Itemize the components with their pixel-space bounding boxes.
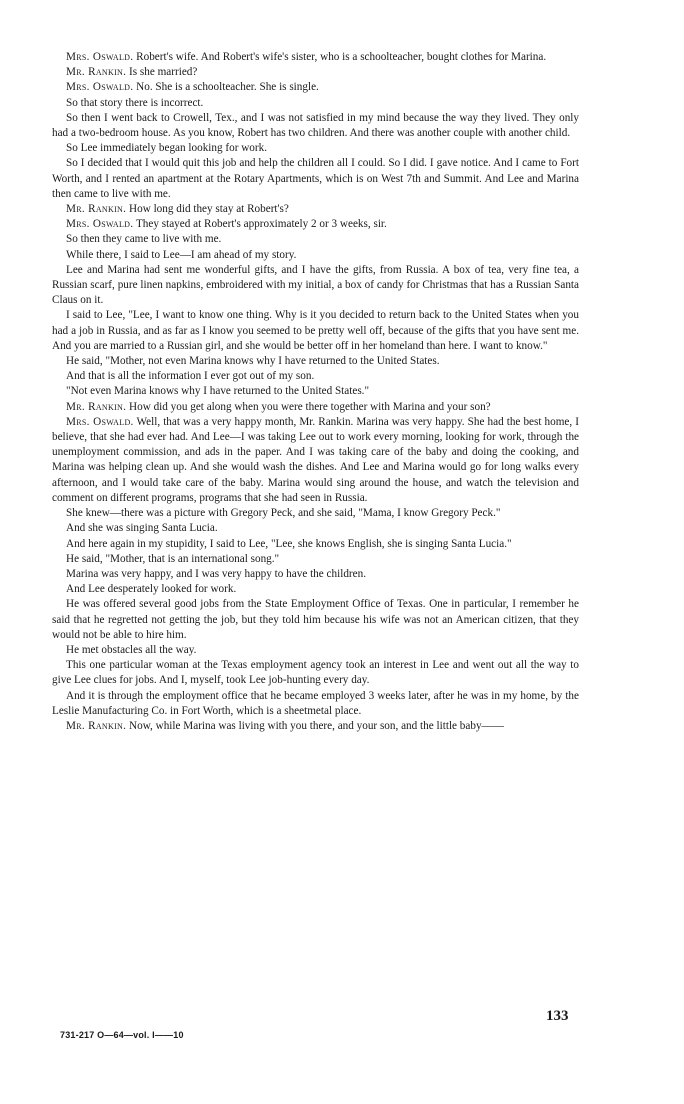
testimony-paragraph (52, 552, 579, 567)
paragraph-text: He said, "Mother, not even Marina knows why I have returned to the United States. (66, 355, 440, 368)
testimony-paragraph (52, 217, 579, 232)
paragraph-text: He met obstacles all the way. (66, 643, 197, 656)
testimony-paragraph (52, 354, 579, 369)
page-number: 133 (546, 1008, 569, 1024)
paragraph-text: And here again in my stupidity, I said to Lee, "Lee, she knows English, she is singing Santa Lucia." (66, 537, 512, 550)
paragraph-text: So I decided that I would quit this job and help the children all I could. So I did. I gave notice. And I came to Fort Worth, and I rented an apartment at the Rotary Apartments, which is on West 7th and Summit. And Lee and Marina then came to live with me. (52, 157, 579, 200)
testimony-paragraph (52, 537, 579, 552)
testimony-text (52, 50, 579, 734)
paragraph-text: They stayed at Robert's approximately 2 or 3 weeks, sir. (133, 218, 387, 231)
testimony-paragraph (52, 582, 579, 597)
testimony-paragraph (52, 521, 579, 536)
testimony-paragraph (52, 643, 579, 658)
testimony-paragraph (52, 689, 579, 719)
paragraph-text: And Lee desperately looked for work. (66, 583, 237, 596)
paragraph-text: "Not even Marina knows why I have returned to the United States." (66, 385, 370, 398)
paragraph-text: Marina was very happy, and I was very happy to have the children. (66, 567, 366, 580)
paragraph-text: He was offered several good jobs from the State Employment Office of Texas. One in particular, I remember he said that he regretted not getting the job, but they told him because his wife was not an American citizen, that they would not be able to hire him. (52, 598, 579, 641)
print-code: 731-217 O—64—vol. I——10 (60, 1030, 184, 1040)
speaker-name: Mrs. Oswald. (66, 218, 134, 231)
paragraph-text: Robert's wife. And Robert's wife's sister, who is a schoolteacher, bought clothes for Marina. (133, 51, 547, 63)
testimony-paragraph (52, 415, 579, 506)
paragraph-text: She knew—there was a picture with Gregory Peck, and she said, "Mama, I know Gregory Peck." (66, 507, 501, 520)
testimony-paragraph (52, 156, 579, 202)
testimony-paragraph (52, 506, 579, 521)
paragraph-text: How did you get along when you were there together with Marina and your son? (126, 400, 491, 413)
testimony-paragraph (52, 232, 579, 247)
paragraph-text: So Lee immediately began looking for work. (66, 142, 268, 155)
paragraph-text: Lee and Marina had sent me wonderful gifts, and I have the gifts, from Russia. A box of tea, very fine tea, a Russian scarf, pure linen napkins, embroidered with my initial, a box of candy for Christmas that has a Russian Santa Claus on it. (52, 263, 579, 307)
paragraph-text: And she was singing Santa Lucia. (66, 522, 218, 535)
testimony-paragraph (52, 597, 579, 643)
paragraph-text: So then I went back to Crowell, Tex., and I was not satisfied in my mind because the way they lived. They only had a two-bedroom house. As you know, Robert has two children. And there was another couple with another child. (52, 111, 579, 140)
testimony-paragraph (52, 80, 579, 95)
paragraph-text: Is she married? (126, 66, 198, 79)
testimony-paragraph (52, 308, 579, 354)
testimony-paragraph (52, 96, 579, 111)
testimony-paragraph (52, 567, 579, 582)
speaker-name: Mrs. Oswald. (66, 415, 134, 428)
paragraph-text: So that story there is incorrect. (66, 96, 204, 109)
testimony-paragraph (52, 369, 579, 384)
speaker-name: Mr. Rankin. (66, 400, 127, 413)
testimony-paragraph (52, 65, 579, 80)
paragraph-text: Now, while Marina was living with you there, and your son, and the little baby—— (126, 719, 504, 732)
testimony-paragraph (52, 400, 579, 415)
testimony-paragraph (52, 111, 579, 141)
testimony-paragraph (52, 50, 579, 65)
paragraph-text: And that is all the information I ever got out of my son. (66, 370, 315, 383)
paragraph-text: While there, I said to Lee—I am ahead of my story. (66, 248, 297, 261)
speaker-name: Mr. Rankin. (66, 203, 127, 216)
paragraph-text: How long did they stay at Robert's? (126, 203, 289, 216)
testimony-paragraph (52, 202, 579, 217)
paragraph-text: No. She is a schoolteacher. She is single. (133, 81, 319, 94)
testimony-paragraph (52, 141, 579, 156)
paragraph-text: He said, "Mother, that is an international song." (66, 552, 280, 565)
paragraph-text: Well, that was a very happy month, Mr. Rankin. Marina was very happy. She had the best home, I believe, that she had ever had. And Lee—I was taking Lee out to work every morning, looking for work, through the unemployment commission, and ads in the paper. And I was taking care of the baby and doing the cooking, and Marina was helping clean up. And she would wash the dishes. And Lee and Marina would go for long walks every afternoon, and I would take care of the baby. Marina would sing around the house, and watch the television and comment on different programs, programs that she had seen in Russia. (52, 415, 579, 504)
testimony-paragraph (52, 263, 579, 309)
speaker-name: Mrs. Oswald. (66, 51, 134, 63)
paragraph-text: And it is through the employment office that he became employed 3 weeks later, after he was in my home, by the Leslie Manufacturing Co. in Fort Worth, which is a sheetmetal place. (52, 689, 579, 717)
paragraph-text: So then they came to live with me. (66, 233, 222, 246)
speaker-name: Mr. Rankin. (66, 719, 127, 732)
paragraph-text: This one particular woman at the Texas employment agency took an interest in Lee and went out all the way to give Lee clues for jobs. And I, myself, took Lee job-hunting every day. (52, 659, 579, 687)
testimony-paragraph (52, 248, 579, 263)
speaker-name: Mrs. Oswald. (66, 81, 134, 94)
testimony-paragraph (52, 384, 579, 399)
speaker-name: Mr. Rankin. (66, 66, 127, 79)
testimony-paragraph (52, 658, 579, 688)
paragraph-text: I said to Lee, "Lee, I want to know one thing. Why is it you decided to return back to the United States when you had a job in Russia, and as far as I know you seemed to be pretty well off, because of the gifts that you have sent me. And you are married to a Russian girl, and she would be better off in her homeland than here. I want to know." (52, 309, 579, 352)
testimony-paragraph (52, 719, 579, 734)
